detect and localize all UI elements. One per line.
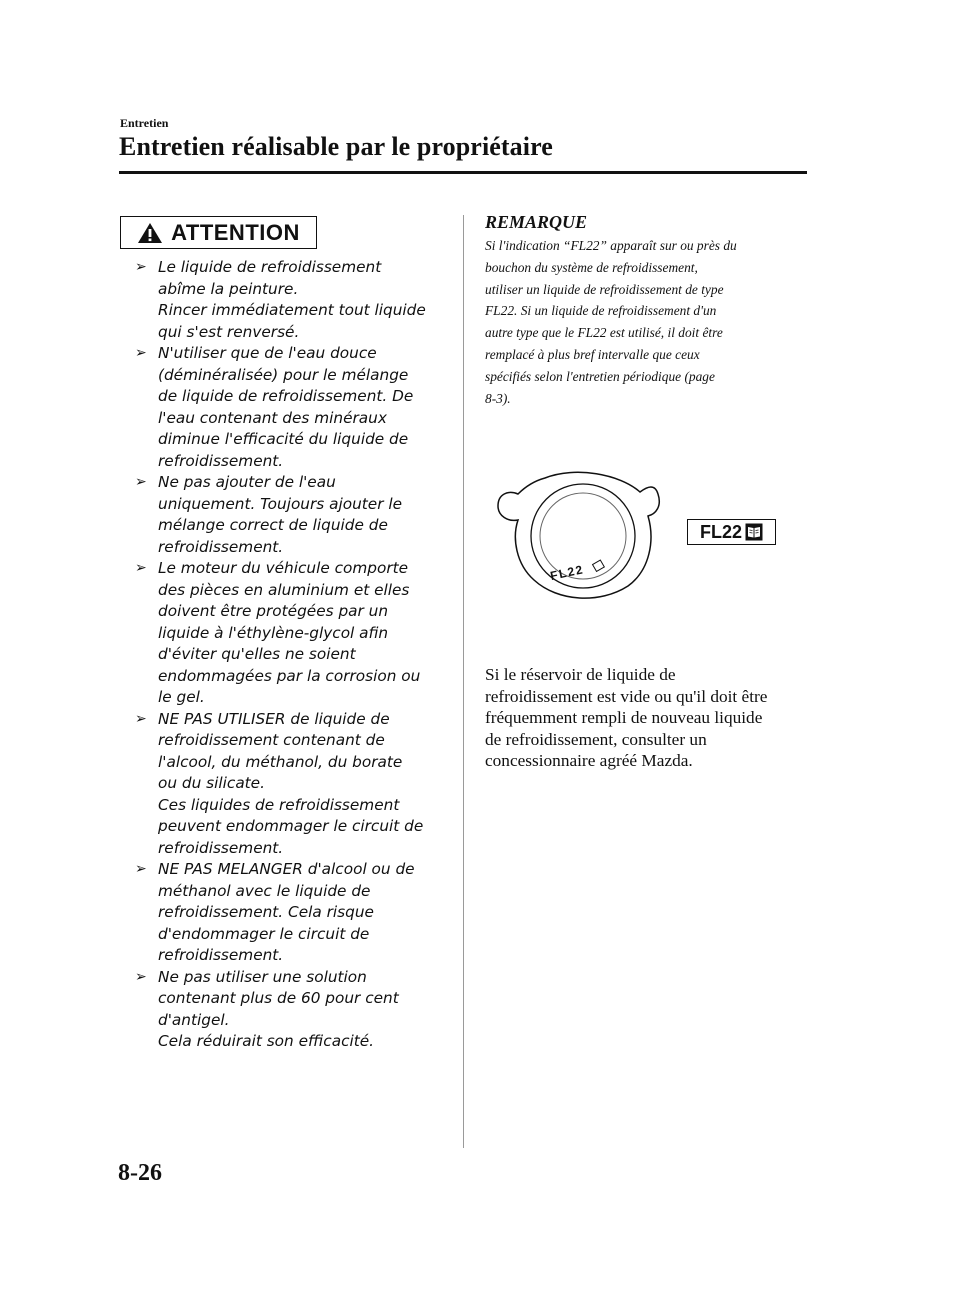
manual-book-icon	[745, 523, 763, 541]
body-paragraph: Si le réservoir de liquide de refroidissement est vide ou qu'il doit être fréquemment rempli de nouveau liquide de refroidissement, consulter un concessionnaire agréé Mazda.	[485, 665, 768, 770]
fl22-label	[687, 519, 776, 545]
warning-item: ➢ N'utiliser que de l'eau douce (déminéralisée) pour le mélange de liquide de refroidissement. De l'eau contenant des minéraux diminue l'efficacité du liquide de refroidissement.	[135, 344, 414, 470]
title-rule	[119, 171, 807, 174]
arrow-bullet-icon: ➢	[135, 474, 147, 490]
arrow-bullet-icon: ➢	[135, 968, 147, 985]
column-divider	[463, 215, 464, 1148]
arrow-bullet-icon: ➢	[135, 560, 147, 576]
attention-header	[120, 216, 317, 249]
cap-marking-text: FL22	[548, 562, 586, 584]
arrow-bullet-icon: ➢	[135, 259, 147, 275]
note-heading: REMARQUE	[485, 212, 588, 232]
note-body: Si l'indication “FL22” apparaît sur ou près du bouchon du système de refroidissement, utiliser un liquide de refroidissement de type FL22. Si un liquide de refroidissement d'un autre type que le FL22 est utilisé, il doit être remplacé à plus bref intervalle que ceux spécifiés selon l'entretien périodique (page 8-3).	[485, 238, 737, 406]
warning-item: ➢ Ne pas ajouter de l'eau uniquement. Toujours ajouter le mélange correct de liquide de refroidissement.	[135, 473, 403, 556]
warning-item: ➢ Le moteur du véhicule comporte des pièces en aluminium et elles doivent être protégées par un liquide à l'éthylène-glycol afin d'éviter qu'elles ne soient endommagées par la corrosion ou le gel.	[135, 559, 421, 706]
page-number: 8-26	[118, 1160, 162, 1186]
attention-title: ATTENTION	[171, 219, 300, 245]
page-title: Entretien réalisable par le propriétaire	[119, 132, 553, 161]
warning-item: ➢ NE PAS MELANGER d'alcool ou de méthanol avec le liquide de refroidissement. Cela risque d'endommager le circuit de refroidissement.	[135, 860, 415, 964]
section-label: Entretien	[120, 116, 169, 130]
warning-item: ➢ Ne pas utiliser une solution contenant plus de 60 pour cent d'antigel. Cela réduirait son efficacité.	[135, 967, 399, 1050]
warning-triangle-icon	[137, 222, 163, 244]
arrow-bullet-icon: ➢	[135, 861, 147, 877]
warning-item: ➢ NE PAS UTILISER de liquide de refroidissement contenant de l'alcool, du méthanol, du borate ou du silicate. Ces liquides de refroidissement peuvent endommager le circuit de refroidissement.	[135, 709, 424, 857]
arrow-bullet-icon: ➢	[135, 345, 147, 361]
arrow-bullet-icon: ➢	[135, 710, 147, 727]
warning-list	[130, 257, 450, 1053]
warning-item: ➢ Le liquide de refroidissement abîme la peinture. Rincer immédiatement tout liquide qui s'est renversé.	[135, 258, 426, 341]
fl22-label-text: FL22	[699, 521, 742, 542]
